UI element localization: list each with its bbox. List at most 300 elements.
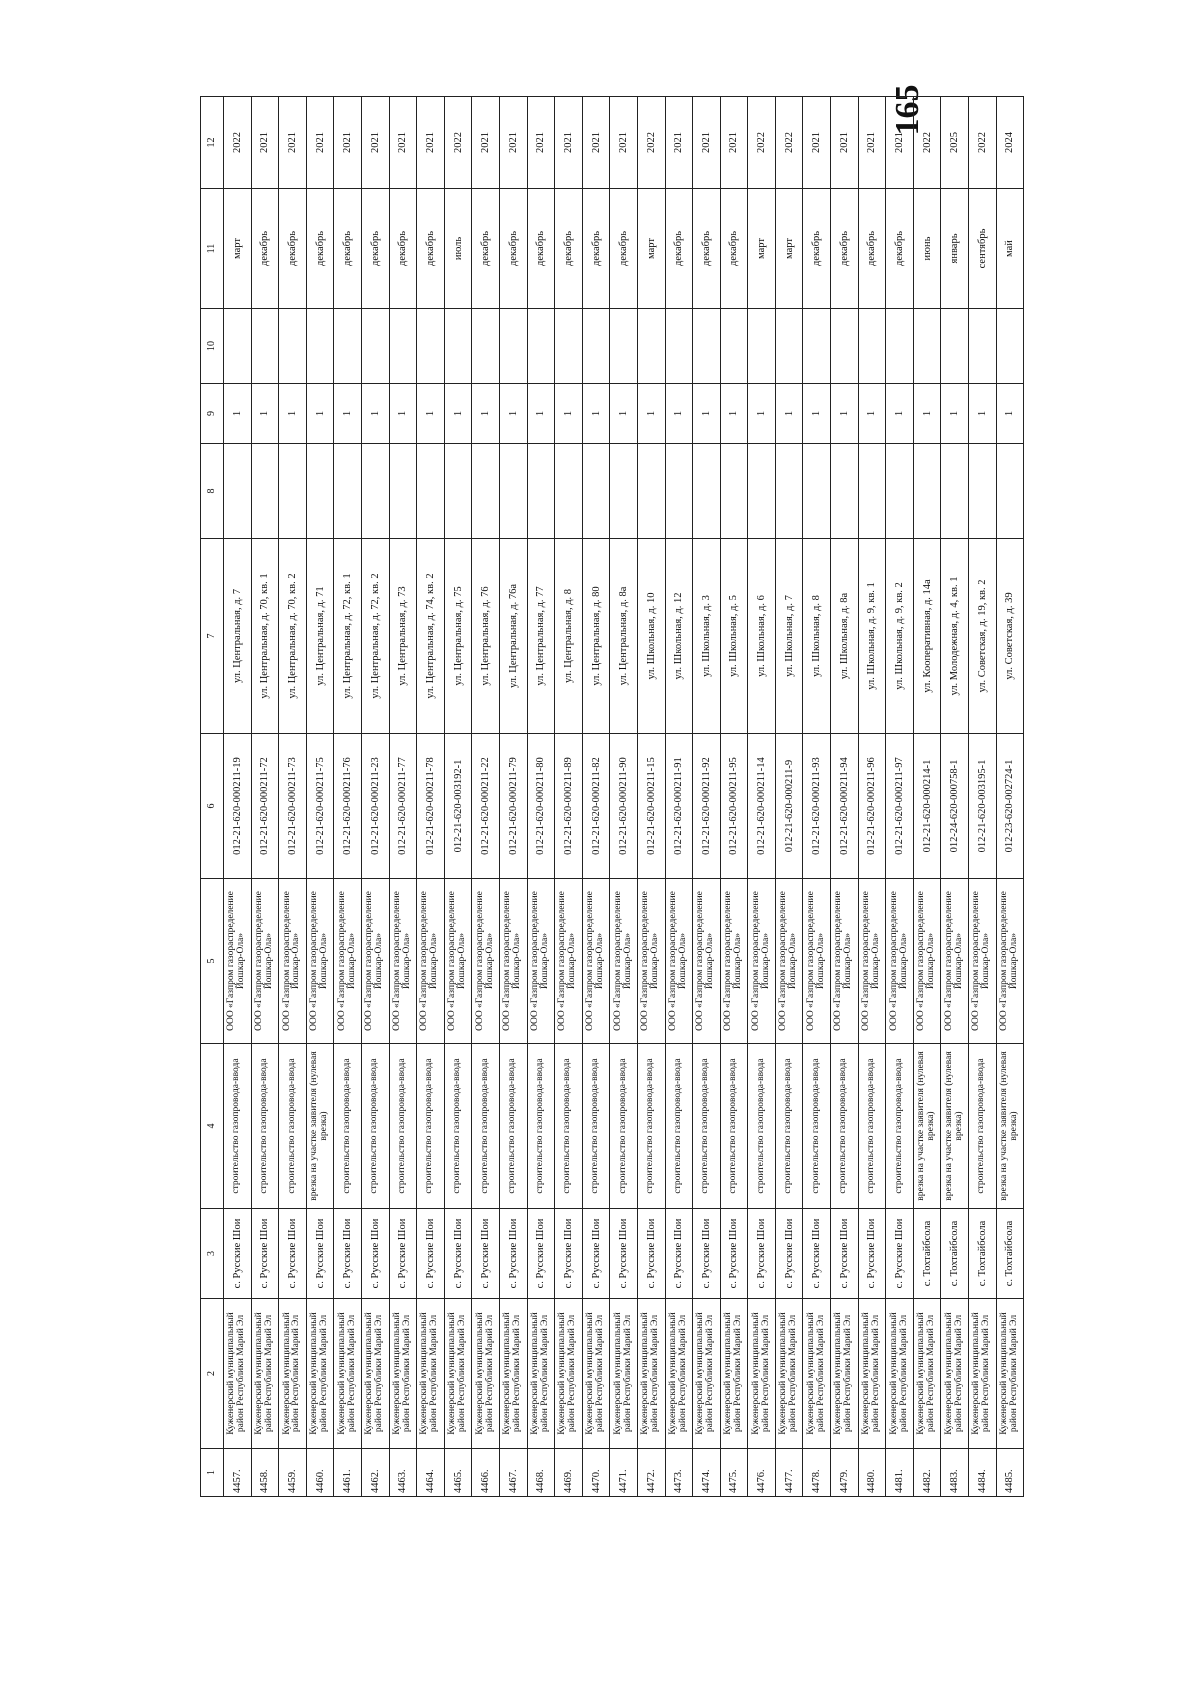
- address-cell: ул. Школьная, д. 8: [803, 539, 831, 734]
- page-number: 165: [889, 84, 926, 136]
- column-8-cell: [665, 444, 693, 539]
- application-id-cell: 012-21-620-003192-1: [444, 734, 472, 879]
- count-cell: 1: [472, 384, 500, 444]
- table-row: [637, 97, 665, 1497]
- address-cell: ул. Советская, д. 39: [996, 539, 1024, 734]
- count-cell: 1: [996, 384, 1024, 444]
- address-cell: ул. Центральная, д. 77: [527, 539, 555, 734]
- column-8-cell: [858, 444, 886, 539]
- application-id-cell: 012-21-620-000211-93: [803, 734, 831, 879]
- district-cell: Куженерский муниципальный район Республики Марий Эл: [361, 1299, 389, 1449]
- count-cell: 1: [610, 384, 638, 444]
- locality-cell: с. Русские Шои: [389, 1209, 417, 1299]
- column-8-cell: [748, 444, 776, 539]
- year-cell: 2021: [417, 97, 445, 189]
- application-id-cell: 012-21-620-000211-14: [748, 734, 776, 879]
- year-cell: 2021: [499, 97, 527, 189]
- district-cell: Куженерский муниципальный район Республики Марий Эл: [775, 1299, 803, 1449]
- organization-cell: ООО «Газпром газораспределение Йошкар-Ола»: [996, 879, 1024, 1044]
- column-8-cell: [224, 444, 252, 539]
- application-id-cell: 012-23-620-002724-1: [996, 734, 1024, 879]
- district-cell: Куженерский муниципальный район Республики Марий Эл: [831, 1299, 859, 1449]
- table-row: [969, 97, 997, 1497]
- organization-cell: ООО «Газпром газораспределение Йошкар-Ола»: [941, 879, 969, 1044]
- column-header: 9: [201, 384, 224, 444]
- year-cell: 2022: [444, 97, 472, 189]
- row-number: 4457.: [224, 1449, 252, 1497]
- year-cell: 2022: [637, 97, 665, 189]
- table-row: [499, 97, 527, 1497]
- row-number: 4465.: [444, 1449, 472, 1497]
- column-10-cell: [251, 309, 279, 384]
- work-type-cell: строительство газопровода-ввода: [582, 1044, 610, 1209]
- column-10-cell: [279, 309, 307, 384]
- work-type-cell: строительство газопровода-ввода: [886, 1044, 914, 1209]
- row-number: 4480.: [858, 1449, 886, 1497]
- work-type-cell: строительство газопровода-ввода: [748, 1044, 776, 1209]
- organization-cell: ООО «Газпром газораспределение Йошкар-Ола»: [389, 879, 417, 1044]
- address-cell: ул. Центральная, д. 73: [389, 539, 417, 734]
- year-cell: 2022: [913, 97, 941, 189]
- work-type-cell: строительство газопровода-ввода: [417, 1044, 445, 1209]
- application-id-cell: 012-21-620-000211-15: [637, 734, 665, 879]
- column-10-cell: [499, 309, 527, 384]
- locality-cell: с. Русские Шои: [775, 1209, 803, 1299]
- month-cell: март: [637, 189, 665, 309]
- count-cell: 1: [941, 384, 969, 444]
- column-8-cell: [279, 444, 307, 539]
- address-cell: ул. Центральная, д. 80: [582, 539, 610, 734]
- column-8-cell: [693, 444, 721, 539]
- locality-cell: с. Русские Шои: [858, 1209, 886, 1299]
- month-cell: декабрь: [417, 189, 445, 309]
- organization-cell: ООО «Газпром газораспределение Йошкар-Ола»: [969, 879, 997, 1044]
- month-cell: декабрь: [693, 189, 721, 309]
- year-cell: 2022: [748, 97, 776, 189]
- count-cell: 1: [417, 384, 445, 444]
- work-type-cell: врезка на участке заявителя (нулевая врезка): [306, 1044, 334, 1209]
- address-cell: ул. Школьная, д. 10: [637, 539, 665, 734]
- table-row: [306, 97, 334, 1497]
- district-cell: Куженерский муниципальный район Республики Марий Эл: [472, 1299, 500, 1449]
- work-type-cell: строительство газопровода-ввода: [803, 1044, 831, 1209]
- count-cell: 1: [279, 384, 307, 444]
- column-header: 7: [201, 539, 224, 734]
- work-type-cell: строительство газопровода-ввода: [720, 1044, 748, 1209]
- year-cell: 2021: [334, 97, 362, 189]
- column-8-cell: [996, 444, 1024, 539]
- address-cell: ул. Молодежная, д. 4, кв. 1: [941, 539, 969, 734]
- month-cell: март: [224, 189, 252, 309]
- locality-cell: с. Русские Шои: [637, 1209, 665, 1299]
- month-cell: декабрь: [361, 189, 389, 309]
- table-row: [886, 97, 914, 1497]
- row-number: 4473.: [665, 1449, 693, 1497]
- count-cell: 1: [555, 384, 583, 444]
- district-cell: Куженерский муниципальный район Республики Марий Эл: [251, 1299, 279, 1449]
- address-cell: ул. Школьная, д. 7: [775, 539, 803, 734]
- month-cell: декабрь: [803, 189, 831, 309]
- year-cell: 2021: [665, 97, 693, 189]
- organization-cell: ООО «Газпром газораспределение Йошкар-Ола»: [251, 879, 279, 1044]
- district-cell: Куженерский муниципальный район Республики Марий Эл: [665, 1299, 693, 1449]
- application-id-cell: 012-21-620-000211-72: [251, 734, 279, 879]
- count-cell: 1: [969, 384, 997, 444]
- organization-cell: ООО «Газпром газораспределение Йошкар-Ола»: [444, 879, 472, 1044]
- address-cell: ул. Центральная, д. 8а: [610, 539, 638, 734]
- district-cell: Куженерский муниципальный район Республики Марий Эл: [555, 1299, 583, 1449]
- work-type-cell: строительство газопровода-ввода: [555, 1044, 583, 1209]
- column-header: 4: [201, 1044, 224, 1209]
- locality-cell: с. Русские Шои: [831, 1209, 859, 1299]
- work-type-cell: строительство газопровода-ввода: [610, 1044, 638, 1209]
- application-id-cell: 012-21-620-000211-78: [417, 734, 445, 879]
- district-cell: Куженерский муниципальный район Республики Марий Эл: [610, 1299, 638, 1449]
- year-cell: 2021: [582, 97, 610, 189]
- district-cell: Куженерский муниципальный район Республики Марий Эл: [996, 1299, 1024, 1449]
- month-cell: декабрь: [527, 189, 555, 309]
- work-type-cell: строительство газопровода-ввода: [472, 1044, 500, 1209]
- row-number: 4478.: [803, 1449, 831, 1497]
- table-row: [941, 97, 969, 1497]
- column-10-cell: [444, 309, 472, 384]
- organization-cell: ООО «Газпром газораспределение Йошкар-Ола»: [775, 879, 803, 1044]
- column-8-cell: [582, 444, 610, 539]
- application-id-cell: 012-21-620-000211-23: [361, 734, 389, 879]
- address-cell: ул. Школьная, д. 12: [665, 539, 693, 734]
- column-10-cell: [941, 309, 969, 384]
- organization-cell: ООО «Газпром газораспределение Йошкар-Ола»: [665, 879, 693, 1044]
- row-number: 4462.: [361, 1449, 389, 1497]
- table-row: [858, 97, 886, 1497]
- work-type-cell: строительство газопровода-ввода: [389, 1044, 417, 1209]
- organization-cell: ООО «Газпром газораспределение Йошкар-Ола»: [279, 879, 307, 1044]
- column-8-cell: [941, 444, 969, 539]
- column-header: 5: [201, 879, 224, 1044]
- district-cell: Куженерский муниципальный район Республики Марий Эл: [803, 1299, 831, 1449]
- locality-cell: с. Русские Шои: [610, 1209, 638, 1299]
- application-id-cell: 012-21-620-000211-94: [831, 734, 859, 879]
- locality-cell: с. Русские Шои: [224, 1209, 252, 1299]
- row-number: 4468.: [527, 1449, 555, 1497]
- month-cell: май: [996, 189, 1024, 309]
- year-cell: 2022: [969, 97, 997, 189]
- locality-cell: с. Русские Шои: [361, 1209, 389, 1299]
- month-cell: декабрь: [389, 189, 417, 309]
- application-id-cell: 012-21-620-000211-91: [665, 734, 693, 879]
- address-cell: ул. Советская, д. 19, кв. 2: [969, 539, 997, 734]
- year-cell: 2021: [555, 97, 583, 189]
- column-10-cell: [637, 309, 665, 384]
- locality-cell: с. Тохтайбсола: [941, 1209, 969, 1299]
- table-body: [224, 97, 1024, 1497]
- table-row: [996, 97, 1024, 1497]
- month-cell: декабрь: [582, 189, 610, 309]
- organization-cell: ООО «Газпром газораспределение Йошкар-Ола»: [693, 879, 721, 1044]
- locality-cell: с. Русские Шои: [417, 1209, 445, 1299]
- application-id-cell: 012-21-620-000211-95: [720, 734, 748, 879]
- row-number: 4458.: [251, 1449, 279, 1497]
- district-cell: Куженерский муниципальный район Республики Марий Эл: [858, 1299, 886, 1449]
- column-header: 11: [201, 189, 224, 309]
- work-type-cell: врезка на участке заявителя (нулевая врезка): [941, 1044, 969, 1209]
- count-cell: 1: [775, 384, 803, 444]
- application-id-cell: 012-21-620-000211-19: [224, 734, 252, 879]
- table-row: [361, 97, 389, 1497]
- organization-cell: ООО «Газпром газораспределение Йошкар-Ола»: [472, 879, 500, 1044]
- organization-cell: ООО «Газпром газораспределение Йошкар-Ола»: [417, 879, 445, 1044]
- work-type-cell: строительство газопровода-ввода: [499, 1044, 527, 1209]
- locality-cell: с. Русские Шои: [334, 1209, 362, 1299]
- locality-cell: с. Русские Шои: [279, 1209, 307, 1299]
- table-row: [224, 97, 252, 1497]
- address-cell: ул. Школьная, д. 3: [693, 539, 721, 734]
- column-8-cell: [831, 444, 859, 539]
- column-10-cell: [831, 309, 859, 384]
- row-number: 4460.: [306, 1449, 334, 1497]
- organization-cell: ООО «Газпром газораспределение Йошкар-Ола»: [637, 879, 665, 1044]
- row-number: 4483.: [941, 1449, 969, 1497]
- application-id-cell: 012-21-620-003195-1: [969, 734, 997, 879]
- organization-cell: ООО «Газпром газораспределение Йошкар-Ола»: [610, 879, 638, 1044]
- organization-cell: ООО «Газпром газораспределение Йошкар-Ола»: [527, 879, 555, 1044]
- table-row: [279, 97, 307, 1497]
- column-8-cell: [306, 444, 334, 539]
- row-number: 4470.: [582, 1449, 610, 1497]
- column-10-cell: [582, 309, 610, 384]
- address-cell: ул. Центральная, д. 76а: [499, 539, 527, 734]
- row-number: 4471.: [610, 1449, 638, 1497]
- count-cell: 1: [361, 384, 389, 444]
- work-type-cell: строительство газопровода-ввода: [637, 1044, 665, 1209]
- application-id-cell: 012-21-620-000211-77: [389, 734, 417, 879]
- address-cell: ул. Центральная, д. 72, кв. 1: [334, 539, 362, 734]
- month-cell: декабрь: [472, 189, 500, 309]
- locality-cell: с. Русские Шои: [555, 1209, 583, 1299]
- organization-cell: ООО «Газпром газораспределение Йошкар-Ола»: [555, 879, 583, 1044]
- locality-cell: с. Русские Шои: [693, 1209, 721, 1299]
- address-cell: ул. Центральная, д. 7: [224, 539, 252, 734]
- column-10-cell: [886, 309, 914, 384]
- column-10-cell: [555, 309, 583, 384]
- column-header: 10: [201, 309, 224, 384]
- count-cell: 1: [748, 384, 776, 444]
- application-id-cell: 012-21-620-000211-80: [527, 734, 555, 879]
- column-10-cell: [306, 309, 334, 384]
- month-cell: июль: [444, 189, 472, 309]
- column-header: 8: [201, 444, 224, 539]
- district-cell: Куженерский муниципальный район Республики Марий Эл: [334, 1299, 362, 1449]
- table-row: [665, 97, 693, 1497]
- count-cell: 1: [637, 384, 665, 444]
- row-number: 4474.: [693, 1449, 721, 1497]
- locality-cell: с. Русские Шои: [472, 1209, 500, 1299]
- work-type-cell: строительство газопровода-ввода: [334, 1044, 362, 1209]
- address-cell: ул. Центральная, д. 74, кв. 2: [417, 539, 445, 734]
- work-type-cell: строительство газопровода-ввода: [693, 1044, 721, 1209]
- column-8-cell: [555, 444, 583, 539]
- column-8-cell: [803, 444, 831, 539]
- year-cell: 2022: [224, 97, 252, 189]
- application-id-cell: 012-21-620-000211-79: [499, 734, 527, 879]
- address-cell: ул. Центральная, д. 70, кв. 2: [279, 539, 307, 734]
- locality-cell: с. Русские Шои: [748, 1209, 776, 1299]
- district-cell: Куженерский муниципальный район Республики Марий Эл: [941, 1299, 969, 1449]
- month-cell: декабрь: [665, 189, 693, 309]
- count-cell: 1: [886, 384, 914, 444]
- row-number: 4469.: [555, 1449, 583, 1497]
- application-id-cell: 012-21-620-000211-96: [858, 734, 886, 879]
- year-cell: 2021: [803, 97, 831, 189]
- month-cell: декабрь: [499, 189, 527, 309]
- work-type-cell: строительство газопровода-ввода: [444, 1044, 472, 1209]
- column-8-cell: [334, 444, 362, 539]
- work-type-cell: строительство газопровода-ввода: [224, 1044, 252, 1209]
- application-id-cell: 012-21-620-000211-82: [582, 734, 610, 879]
- application-id-cell: 012-21-620-000214-1: [913, 734, 941, 879]
- count-cell: 1: [444, 384, 472, 444]
- organization-cell: ООО «Газпром газораспределение Йошкар-Ола»: [582, 879, 610, 1044]
- district-cell: Куженерский муниципальный район Республики Марий Эл: [527, 1299, 555, 1449]
- table-row: [472, 97, 500, 1497]
- row-number: 4464.: [417, 1449, 445, 1497]
- work-type-cell: строительство газопровода-ввода: [361, 1044, 389, 1209]
- application-id-cell: 012-21-620-000211-92: [693, 734, 721, 879]
- month-cell: декабрь: [555, 189, 583, 309]
- table-row: [748, 97, 776, 1497]
- year-cell: 2024: [996, 97, 1024, 189]
- application-id-cell: 012-21-620-000211-75: [306, 734, 334, 879]
- address-cell: ул. Центральная, д. 8: [555, 539, 583, 734]
- count-cell: 1: [693, 384, 721, 444]
- month-cell: декабрь: [279, 189, 307, 309]
- organization-cell: ООО «Газпром газораспределение Йошкар-Ола»: [858, 879, 886, 1044]
- district-cell: Куженерский муниципальный район Республики Марий Эл: [582, 1299, 610, 1449]
- month-cell: март: [775, 189, 803, 309]
- work-type-cell: строительство газопровода-ввода: [251, 1044, 279, 1209]
- month-cell: сентябрь: [969, 189, 997, 309]
- work-type-cell: строительство газопровода-ввода: [775, 1044, 803, 1209]
- column-8-cell: [720, 444, 748, 539]
- address-cell: ул. Центральная, д. 76: [472, 539, 500, 734]
- locality-cell: с. Русские Шои: [444, 1209, 472, 1299]
- address-cell: ул. Школьная, д. 5: [720, 539, 748, 734]
- month-cell: декабрь: [720, 189, 748, 309]
- column-10-cell: [996, 309, 1024, 384]
- column-10-cell: [665, 309, 693, 384]
- locality-cell: с. Тохтайбсола: [996, 1209, 1024, 1299]
- district-cell: Куженерский муниципальный район Республики Марий Эл: [886, 1299, 914, 1449]
- column-8-cell: [913, 444, 941, 539]
- application-id-cell: 012-21-620-000211-89: [555, 734, 583, 879]
- row-number: 4481.: [886, 1449, 914, 1497]
- year-cell: 2021: [389, 97, 417, 189]
- address-cell: ул. Школьная, д. 8а: [831, 539, 859, 734]
- row-number: 4466.: [472, 1449, 500, 1497]
- row-number: 4484.: [969, 1449, 997, 1497]
- application-id-cell: 012-21-620-000211-90: [610, 734, 638, 879]
- count-cell: 1: [720, 384, 748, 444]
- count-cell: 1: [306, 384, 334, 444]
- count-cell: 1: [831, 384, 859, 444]
- month-cell: январь: [941, 189, 969, 309]
- table-row: [775, 97, 803, 1497]
- organization-cell: ООО «Газпром газораспределение Йошкар-Ола»: [499, 879, 527, 1044]
- column-8-cell: [417, 444, 445, 539]
- count-cell: 1: [389, 384, 417, 444]
- column-8-cell: [444, 444, 472, 539]
- table-row: [693, 97, 721, 1497]
- district-cell: Куженерский муниципальный район Республики Марий Эл: [748, 1299, 776, 1449]
- year-cell: 2021: [251, 97, 279, 189]
- table-row: [831, 97, 859, 1497]
- column-10-cell: [610, 309, 638, 384]
- column-8-cell: [251, 444, 279, 539]
- locality-cell: с. Русские Шои: [665, 1209, 693, 1299]
- column-10-cell: [969, 309, 997, 384]
- column-8-cell: [775, 444, 803, 539]
- locality-cell: с. Русские Шои: [499, 1209, 527, 1299]
- month-cell: декабрь: [831, 189, 859, 309]
- column-10-cell: [334, 309, 362, 384]
- year-cell: 2021: [527, 97, 555, 189]
- address-cell: ул. Кооперативная, д. 14а: [913, 539, 941, 734]
- column-10-cell: [803, 309, 831, 384]
- organization-cell: ООО «Газпром газораспределение Йошкар-Ола»: [361, 879, 389, 1044]
- district-cell: Куженерский муниципальный район Республики Марий Эл: [637, 1299, 665, 1449]
- month-cell: июнь: [913, 189, 941, 309]
- table-row: [251, 97, 279, 1497]
- table-row: [417, 97, 445, 1497]
- district-cell: Куженерский муниципальный район Республики Марий Эл: [279, 1299, 307, 1449]
- organization-cell: ООО «Газпром газораспределение Йошкар-Ола»: [831, 879, 859, 1044]
- work-type-cell: строительство газопровода-ввода: [279, 1044, 307, 1209]
- application-id-cell: 012-21-620-000211-97: [886, 734, 914, 879]
- column-header: 6: [201, 734, 224, 879]
- application-id-cell: 012-21-620-000211-22: [472, 734, 500, 879]
- count-cell: 1: [334, 384, 362, 444]
- column-10-cell: [417, 309, 445, 384]
- address-cell: ул. Центральная, д. 71: [306, 539, 334, 734]
- month-cell: декабрь: [251, 189, 279, 309]
- column-10-cell: [361, 309, 389, 384]
- district-cell: Куженерский муниципальный район Республики Марий Эл: [499, 1299, 527, 1449]
- district-cell: Куженерский муниципальный район Республики Марий Эл: [306, 1299, 334, 1449]
- month-cell: декабрь: [886, 189, 914, 309]
- address-cell: ул. Центральная, д. 75: [444, 539, 472, 734]
- column-10-cell: [224, 309, 252, 384]
- locality-cell: с. Русские Шои: [886, 1209, 914, 1299]
- rotated-table-container: [200, 97, 1019, 1497]
- count-cell: 1: [527, 384, 555, 444]
- year-cell: 2022: [775, 97, 803, 189]
- locality-cell: с. Русские Шои: [720, 1209, 748, 1299]
- district-cell: Куженерский муниципальный район Республики Марий Эл: [389, 1299, 417, 1449]
- table-row: [803, 97, 831, 1497]
- year-cell: 2025: [941, 97, 969, 189]
- month-cell: декабрь: [610, 189, 638, 309]
- count-cell: 1: [499, 384, 527, 444]
- month-cell: декабрь: [858, 189, 886, 309]
- row-number: 4477.: [775, 1449, 803, 1497]
- column-8-cell: [969, 444, 997, 539]
- count-cell: 1: [913, 384, 941, 444]
- work-type-cell: строительство газопровода-ввода: [969, 1044, 997, 1209]
- table-row: [582, 97, 610, 1497]
- year-cell: 2021: [610, 97, 638, 189]
- table-row: [913, 97, 941, 1497]
- column-header: 1: [201, 1449, 224, 1497]
